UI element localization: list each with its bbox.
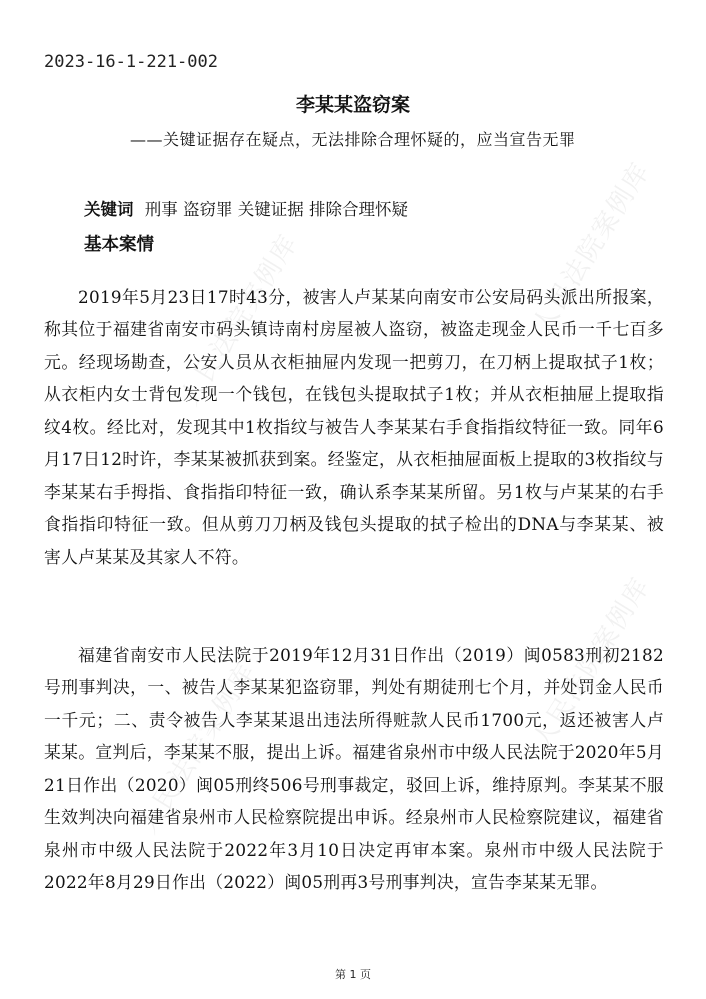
keywords-list: 刑事 盗窃罪 关键证据 排除合理怀疑 — [144, 200, 408, 219]
case-id: 2023-16-1-221-002 — [44, 52, 218, 72]
watermark-text: 人民法院案例库 — [133, 656, 263, 840]
keywords-label: 关键词 — [84, 200, 134, 219]
watermark-text: 人民法院案例库 — [527, 571, 657, 755]
keywords-line — [84, 196, 408, 220]
page-number: 第 1 页 — [335, 968, 371, 981]
page-subtitle: ——关键证据存在疑点，无法排除合理怀疑的，应当宣告无罪 — [130, 130, 576, 149]
section-heading-basic-facts: 基本案情 — [84, 235, 154, 255]
body-paragraph: 2019年5月23日17时43分，被害人卢某某向南安市公安局码头派出所报案，称其位于福建省南安市码头镇诗南村房屋被人盗窃，被盗走现金人民币一千七百多元。经现场勘查，公安人员从衣柜抽屉内发现一把剪刀，在刀柄上提取拭子1枚；从衣柜内女士背包发现一个钱包，在钱包头提取拭子1枚；并从衣柜抽屉上提取指纹4枚。经比对，发现其中1枚指纹与被告人李某某右手食指指纹特征一致。同年6月17日12时许，李某某被抓获到案。经鉴定，从衣柜抽屉面板上提取的3枚指纹与李某某右手拇指、食指指印特征一致，确认系李某某所留。另1枚与卢某某的右手食指指印特征一致。但从剪刀刀柄及钱包头提取的拭子检出的DNA与李某某、被害人卢某某及其家人不符。 — [44, 286, 664, 567]
body-paragraph: 福建省南安市人民法院于2019年12月31日作出（2019）闽0583刑初2182号刑事判决，一、被告人李某某犯盗窃罪，判处有期徒刑七个月，并处罚金人民币一千元；二、责令被告人李某某退出违法所得赃款人民币1700元，返还被害人卢某某。宣判后，李某某不服，提出上诉。福建省泉州市中级人民法院于2020年5月21日作出（2020）闽05刑终506号刑事裁定，驳回上诉，维持原判。李某某不服生效判决向福建省泉州市人民检察院提出申诉。经泉州市人民检察院建议，福建省泉州市中级人民法院于2022年3月10日决定再审本案。泉州市中级人民法院于2022年8月29日作出（2022）闽05刑再3号刑事判决，宣告李某某无罪。 — [44, 644, 664, 893]
watermark-text: 人民法院案例库 — [527, 156, 657, 340]
watermark-text: 人民法院案例库 — [175, 228, 305, 412]
page-title: 李某某盗窃案 — [295, 94, 410, 116]
